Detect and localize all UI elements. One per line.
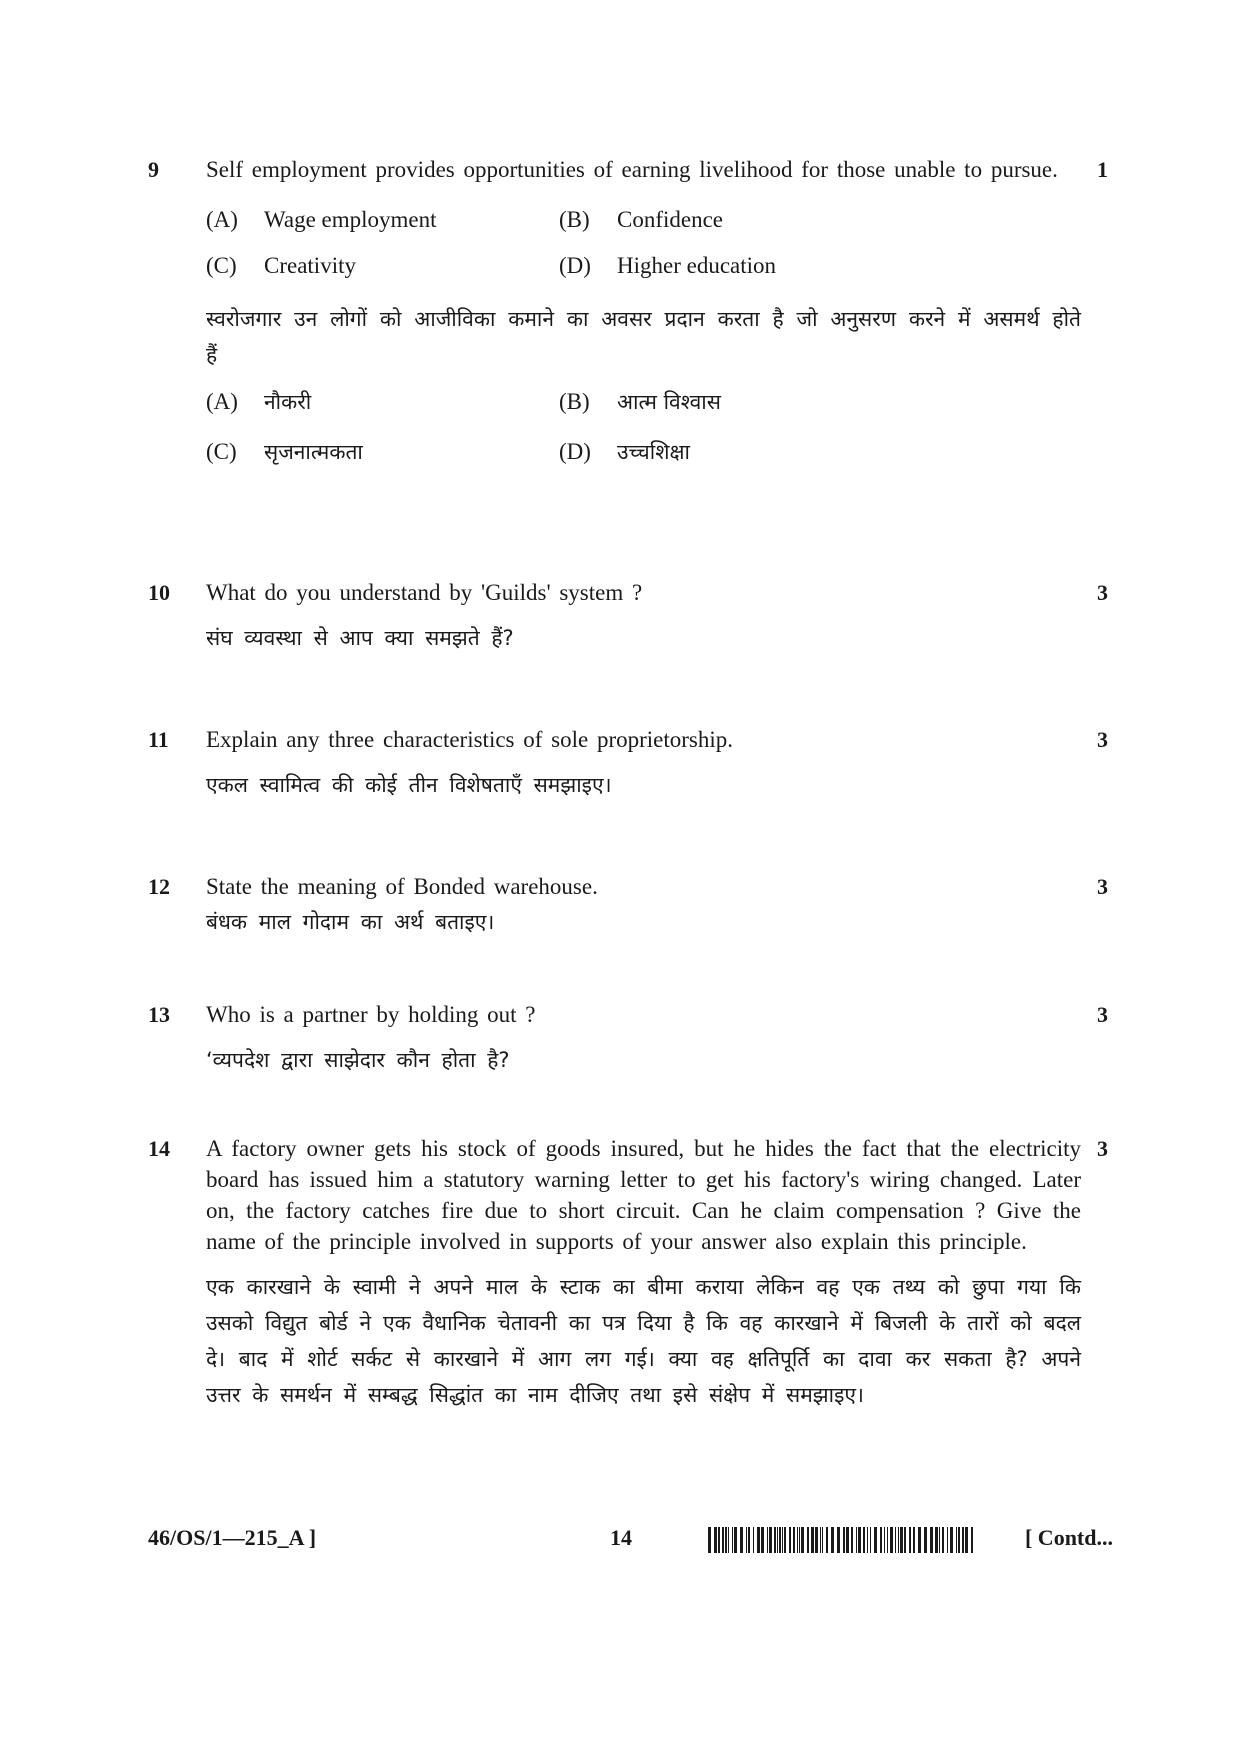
option-a: (A) Wage employment (206, 207, 437, 232)
question-number: 11 (148, 727, 169, 752)
question-marks: 3 (1097, 1002, 1108, 1027)
question-text-english: Self employment provides opportunities of earning livelihood for those unable to pursue. (206, 157, 1058, 182)
question-text-hindi: ‘व्यपदेश द्वारा साझेदार कौन होता है? (206, 1048, 510, 1072)
question-marks: 1 (1097, 157, 1108, 182)
option-d-hindi: (D) उच्चशिक्षा (559, 439, 690, 464)
question-number: 14 (148, 1136, 170, 1161)
options-english (206, 197, 1081, 289)
page-footer (148, 1525, 1113, 1559)
question-text-hindi: एक कारखाने के स्वामी ने अपने माल के स्टाक का बीमा कराया लेकिन वह एक तथ्य को छुपा गया कि उसको विद्युत बोर्ड ने एक वैधानिक चेतावनी का पत्र दिया है कि वह कारखाने में बिजली के तारों को बदल दे। बाद में शोर्ट सर्कट से कारखाने में आग लग गई। क्या वह क्षतिपूर्ति का दावा कर सकता है? अपने उत्तर के समर्थन में सम्बद्ध सिद्धांत का नाम दीजिए तथा इसे संक्षेप में समझाइए। (206, 1275, 1081, 1407)
question-9 (148, 154, 1108, 477)
question-marks: 3 (1097, 1136, 1108, 1161)
option-b: (B) Confidence (559, 207, 724, 232)
option-a-hindi: (A) नौकरी (206, 389, 312, 414)
option-c-hindi: (C) सृजनात्मकता (206, 439, 363, 464)
question-number: 13 (148, 1002, 170, 1027)
question-text-hindi: एकल स्वामित्व की कोई तीन विशेषताएँ समझाइए। (206, 773, 612, 797)
question-14 (148, 1133, 1108, 1413)
options-hindi (206, 377, 1081, 477)
question-text-hindi: संघ व्यवस्था से आप क्या समझते हैं? (206, 626, 514, 650)
question-number: 9 (148, 157, 159, 182)
question-text-english: What do you understand by 'Guilds' system ? (206, 580, 643, 605)
question-12 (148, 871, 1108, 940)
question-text-hindi: स्वरोजगार उन लोगों को आजीविका कमाने का अवसर प्रदान करता है जो अनुसरण करने में असमर्थ होते हैं (206, 307, 1081, 367)
continued-label: [ Contd... (1024, 1525, 1113, 1550)
question-marks: 3 (1097, 580, 1108, 605)
paper-code: 46/OS/1—215_A ] (148, 1525, 317, 1550)
question-text-english: Explain any three characteristics of sole proprietorship. (206, 727, 734, 752)
question-text-hindi: बंधक माल गोदाम का अर्थ बताइए। (206, 910, 495, 934)
question-text-english: State the meaning of Bonded warehouse. (206, 874, 598, 899)
question-13 (148, 999, 1108, 1078)
question-number: 10 (148, 580, 170, 605)
option-c: (C) Creativity (206, 253, 356, 278)
option-d: (D) Higher education (559, 253, 777, 278)
question-number: 12 (148, 874, 170, 899)
question-text-english: Who is a partner by holding out ? (206, 1002, 536, 1027)
option-b-hindi: (B) आत्म विश्वास (559, 389, 721, 414)
page-number: 14 (610, 1525, 632, 1550)
question-text-english: A factory owner gets his stock of goods insured, but he hides the fact that the electricity board has issued him a statutory warning letter to get his factory's wiring changed. Later on, the factory catches fire due to short circuit. Can he claim compensation ? Give the name of the principle involved in supports of your answer also explain this principle. (206, 1136, 1081, 1254)
question-marks: 3 (1097, 874, 1108, 899)
question-11 (148, 724, 1108, 803)
barcode-icon (708, 1527, 976, 1553)
question-10 (148, 577, 1108, 656)
question-marks: 3 (1097, 727, 1108, 752)
